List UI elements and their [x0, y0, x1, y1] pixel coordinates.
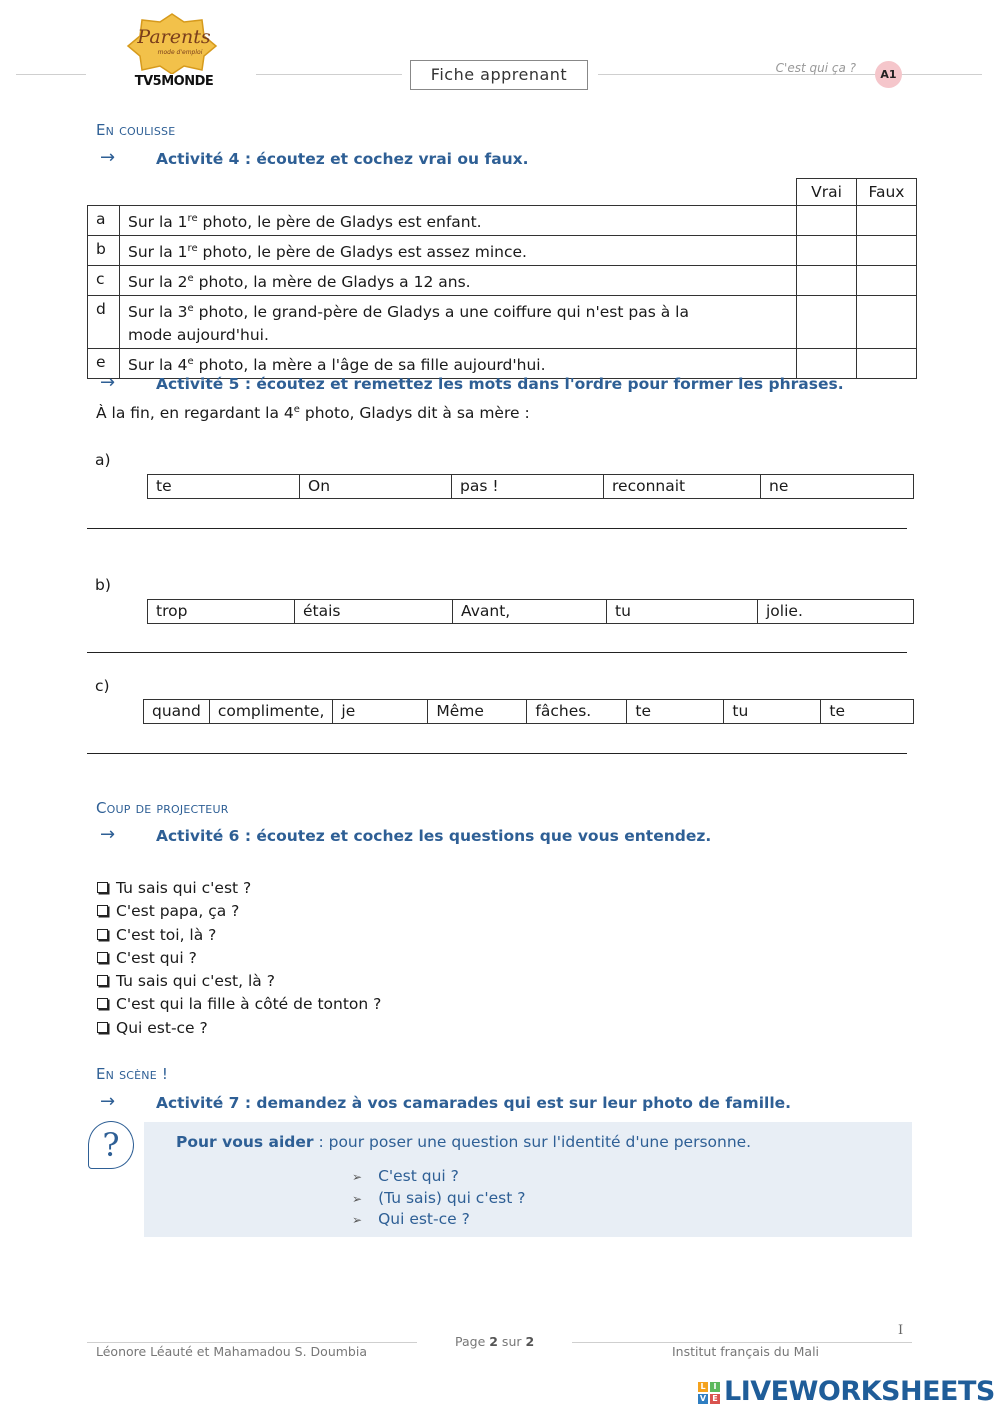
checkbox-faux[interactable] — [856, 296, 916, 348]
table-row — [88, 236, 917, 266]
activity-6-title: Activité 6 : écoutez et cochez les questions que vous entendez. — [156, 827, 712, 845]
question-mark-icon: ? — [102, 1126, 120, 1164]
help-box — [144, 1122, 912, 1237]
row-letter: b — [88, 236, 120, 266]
table-row — [88, 266, 917, 296]
word-tile[interactable]: Avant, — [453, 600, 607, 624]
level-badge — [875, 61, 902, 88]
row-letter: c — [88, 266, 120, 296]
sheet-label: Fiche apprenant — [430, 65, 568, 84]
footer-marker: I — [898, 1323, 904, 1338]
doc-title: C'est qui ça ? — [775, 61, 856, 75]
help-bullets — [352, 1166, 525, 1231]
logo-main-text: Parents — [137, 26, 211, 48]
arrow-icon: → — [100, 1091, 116, 1112]
arrow-icon: → — [100, 824, 116, 845]
word-tile[interactable]: te — [148, 475, 300, 499]
sheet-label-box — [410, 60, 588, 90]
word-tile[interactable]: trop — [148, 600, 295, 624]
checkbox-icon[interactable] — [97, 929, 108, 940]
word-tile[interactable]: quand — [144, 700, 210, 724]
row-statement: Sur la 4e photo, la mère a l'âge de sa fille aujourd'hui. — [119, 348, 796, 378]
answer-line-a[interactable] — [87, 528, 907, 529]
activity-5-intro: À la fin, en regardant la 4e photo, Gladys dit à sa mère : — [96, 404, 530, 423]
arrow-bullet-icon: ➢ — [352, 1213, 363, 1227]
word-tile[interactable]: tu — [724, 700, 821, 724]
checkbox-vrai[interactable] — [797, 206, 857, 236]
word-row-a — [147, 474, 914, 499]
section-title-coup-de-projecteur: Coup de projecteur — [96, 799, 229, 817]
checkbox-vrai[interactable] — [797, 348, 857, 378]
arrow-icon: → — [100, 372, 116, 393]
logo-channel-text: TV5MONDE — [134, 74, 214, 89]
checkbox-icon[interactable] — [97, 1022, 108, 1033]
word-tile[interactable]: te — [627, 700, 724, 724]
checkbox-vrai[interactable] — [797, 236, 857, 266]
word-tile[interactable]: On — [300, 475, 452, 499]
footer-page-number: Page 2 sur 2 — [455, 1334, 535, 1349]
arrow-bullet-icon: ➢ — [352, 1191, 363, 1206]
col-faux: Faux — [856, 179, 916, 206]
checkbox-faux[interactable] — [856, 348, 916, 378]
activity-7-title: Activité 7 : demandez à vos camarades qui est sur leur photo de famille. — [156, 1094, 792, 1112]
arrow-icon: → — [100, 147, 116, 168]
checkbox-faux[interactable] — [856, 236, 916, 266]
word-tile[interactable]: fâches. — [527, 700, 627, 724]
word-tile[interactable]: tu — [607, 600, 758, 624]
label-b: b) — [95, 576, 111, 594]
list-item[interactable]: C'est qui la fille à côté de tonton ? — [97, 993, 381, 1016]
list-item[interactable]: C'est qui ? — [97, 947, 381, 970]
watermark-logo-icon: L I V E — [698, 1382, 720, 1404]
checkbox-icon[interactable] — [97, 905, 108, 916]
answer-line-c[interactable] — [87, 753, 907, 754]
activity-5-title: Activité 5 : écoutez et remettez les mots dans l'ordre pour former les phrases. — [156, 375, 844, 393]
logo-sub-text: mode d'emploi — [157, 49, 203, 56]
word-tile[interactable]: reconnait — [604, 475, 761, 499]
word-tile[interactable]: te — [821, 700, 914, 724]
word-tile[interactable]: étais — [295, 600, 453, 624]
list-item[interactable]: Qui est-ce ? — [97, 1017, 381, 1040]
activity-4-title: Activité 4 : écoutez et cochez vrai ou faux. — [156, 150, 529, 168]
row-letter: d — [88, 296, 120, 348]
word-tile[interactable]: complimente, — [209, 700, 333, 724]
word-tile[interactable]: pas ! — [452, 475, 604, 499]
section-title-en-coulisse: En coulisse — [96, 121, 176, 139]
help-icon — [88, 1121, 134, 1169]
row-statement: Sur la 3e photo, le grand-père de Gladys a une coiffure qui n'est pas à la mode aujourd'hui. — [119, 296, 796, 348]
word-row-c — [143, 699, 914, 724]
row-statement: Sur la 1re photo, le père de Gladys est enfant. — [119, 206, 796, 236]
checkbox-vrai[interactable] — [797, 296, 857, 348]
list-item: ➢ (Tu sais) qui c'est ? — [352, 1188, 526, 1207]
checkbox-icon[interactable] — [97, 952, 108, 963]
footer-institute: Institut français du Mali — [672, 1344, 820, 1359]
row-letter: e — [88, 348, 120, 378]
table-row — [88, 348, 917, 378]
col-vrai: Vrai — [797, 179, 857, 206]
word-tile[interactable]: jolie. — [758, 600, 914, 624]
answer-line-b[interactable] — [87, 652, 907, 653]
list-item: ➢ Qui est-ce ? — [352, 1210, 470, 1228]
table-header-row — [88, 179, 917, 206]
footer-authors: Léonore Léauté et Mahamadou S. Doumbia — [96, 1344, 367, 1359]
checkbox-vrai[interactable] — [797, 266, 857, 296]
checkbox-icon[interactable] — [97, 975, 108, 986]
list-item[interactable]: C'est toi, là ? — [97, 924, 381, 947]
word-tile[interactable]: Même — [428, 700, 527, 724]
list-item: ➢ C'est qui ? — [352, 1167, 459, 1185]
logo — [126, 12, 218, 90]
word-row-b — [147, 599, 914, 624]
label-a: a) — [95, 451, 111, 469]
list-item[interactable]: C'est papa, ça ? — [97, 900, 381, 923]
section-title-en-scene: En scène ! — [96, 1065, 169, 1083]
watermark-text: LIVEWORKSHEETS — [724, 1376, 995, 1407]
checkbox-faux[interactable] — [856, 206, 916, 236]
list-item[interactable]: Tu sais qui c'est ? — [97, 877, 381, 900]
row-statement: Sur la 1re photo, le père de Gladys est assez mince. — [119, 236, 796, 266]
level-badge-text: A1 — [880, 68, 897, 81]
checkbox-icon[interactable] — [97, 998, 108, 1009]
arrow-bullet-icon: ➢ — [352, 1170, 363, 1184]
checkbox-faux[interactable] — [856, 266, 916, 296]
table-row — [88, 206, 917, 236]
row-statement: Sur la 2e photo, la mère de Gladys a 12 ans. — [119, 266, 796, 296]
true-false-table — [87, 178, 917, 379]
table-row — [88, 296, 917, 348]
question-checklist — [97, 877, 381, 1040]
label-c: c) — [95, 677, 110, 695]
checkbox-icon[interactable] — [97, 882, 108, 893]
row-letter: a — [88, 206, 120, 236]
help-text: Pour vous aider : pour poser une question sur l'identité d'une personne. — [176, 1133, 752, 1151]
word-tile[interactable]: ne — [761, 475, 914, 499]
word-tile[interactable]: je — [333, 700, 428, 724]
list-item[interactable]: Tu sais qui c'est, là ? — [97, 970, 381, 993]
